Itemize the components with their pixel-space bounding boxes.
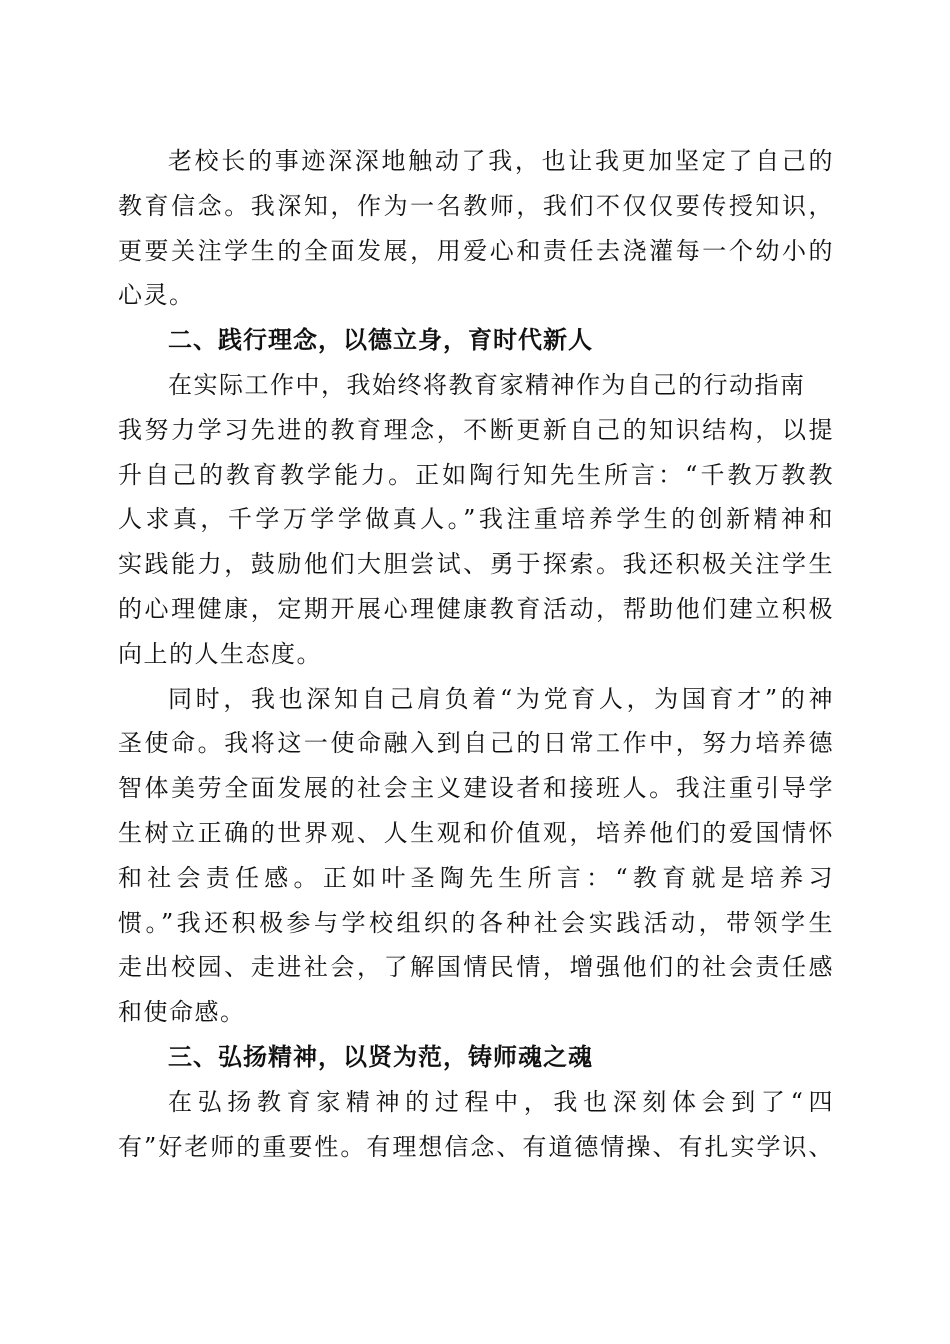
paragraph-line: 在实际工作中，我始终将教育家精神作为自己的行动指南 [168, 370, 806, 399]
paragraph-line: 教育信念。我深知，作为一名教师，我们不仅仅要传授知识， [118, 191, 834, 220]
paragraph-line: 在弘扬教育家精神的过程中，我也深刻体会到了“四 [168, 1087, 834, 1116]
paragraph-line: 我努力学习先进的教育理念，不断更新自己的知识结构，以提 [118, 415, 834, 444]
paragraph-line: 生树立正确的世界观、人生观和价值观，培养他们的爱国情怀 [118, 818, 834, 847]
paragraph-line: 走出校园、走进社会，了解国情民情，增强他们的社会责任感 [118, 953, 834, 982]
paragraph-line: 和使命感。 [118, 998, 246, 1027]
section-heading-2: 二、践行理念，以德立身，育时代新人 [168, 326, 593, 355]
paragraph-line: 同时，我也深知自己肩负着“为党育人，为国育才”的神 [168, 684, 834, 713]
paragraph-line: 升自己的教育教学能力。正如陶行知先生所言：“千教万教教 [118, 460, 834, 489]
paragraph-line: 老校长的事迹深深地触动了我，也让我更加坚定了自己的 [168, 147, 834, 175]
paragraph-line: 向上的人生态度。 [118, 639, 322, 668]
paragraph-line: 智体美劳全面发展的社会主义建设者和接班人。我注重引导学 [118, 774, 834, 803]
paragraph-line: 人求真，千学万学学做真人。”我注重培养学生的创新精神和 [118, 505, 834, 534]
paragraph-line: 和社会责任感。正如叶圣陶先生所言：“教育就是培养习 [118, 863, 834, 892]
paragraph-line: 的心理健康，定期开展心理健康教育活动，帮助他们建立积极 [118, 594, 834, 623]
document-body [118, 139, 834, 1169]
paragraph-line: 更要关注学生的全面发展，用爱心和责任去浇灌每一个幼小的 [118, 236, 834, 265]
paragraph-line: 圣使命。我将这一使命融入到自己的日常工作中，努力培养德 [118, 729, 834, 758]
paragraph-line: 实践能力，鼓励他们大胆尝试、勇于探索。我还积极关注学生 [118, 550, 834, 579]
paragraph-line: 心灵。 [118, 281, 195, 310]
paragraph-line: 惯。”我还积极参与学校组织的各种社会实践活动，带领学生 [118, 908, 834, 937]
section-heading-3: 三、弘扬精神，以贤为范，铸师魂之魂 [168, 1042, 593, 1071]
paragraph-line: 有”好老师的重要性。有理想信念、有道德情操、有扎实学识、 [118, 1132, 834, 1161]
